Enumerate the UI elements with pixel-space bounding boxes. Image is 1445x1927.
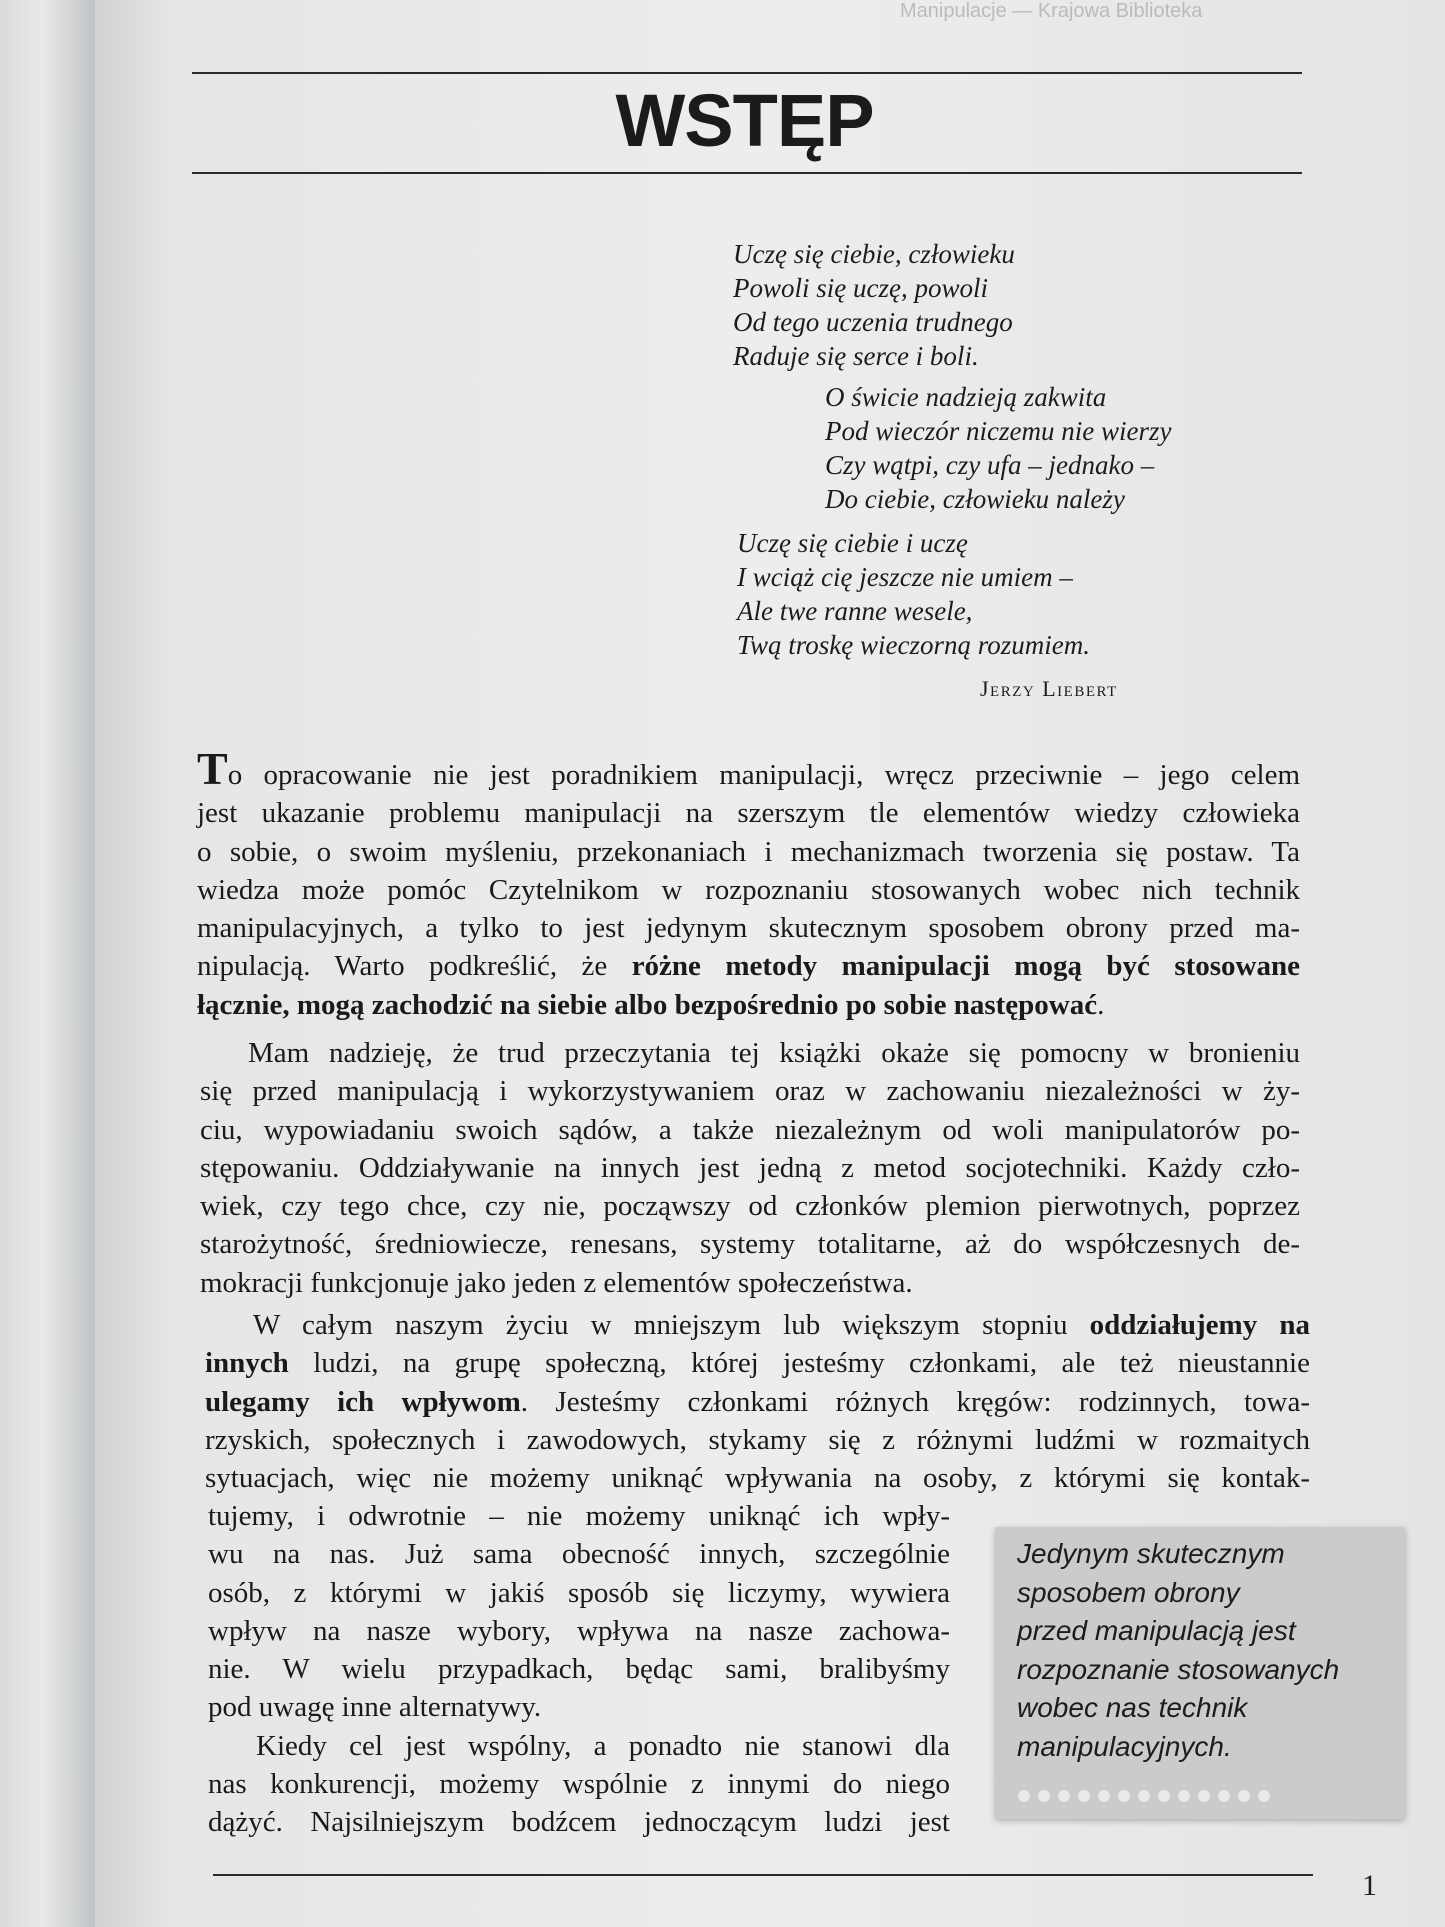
book-page [95,0,1445,1927]
poem-line: Ale twe ranne wesele, [737,596,973,626]
poem-author: Jerzy Liebert [980,676,1118,701]
poem-line: Powoli się uczę, powoli [733,273,988,303]
paragraph-3: W całym naszym życiu w mniejszym lub większym stopniu oddziałujemy na innych ludzi, na grupę społeczną, której jesteśmy członkami, ale też nieustannie ulegamy ich wpływom. Jesteśmy członkami różnych kręgów: rodzinnych, towa- rzyskich, społecznych i zawodowych, stykamy się z różnymi ludźmi w rozmaitych sytuacjach, więc nie możemy uniknąć wpływania na osoby, z którymi się kontak- [205,1309,1311,1495]
page-title: WSTĘP [615,79,874,162]
drop-cap: T [197,743,228,794]
poem-line: Raduje się serce i boli. [733,341,979,371]
poem-stanza-2 [825,380,1171,516]
poem-line: Uczę się ciebie, człowieku [733,239,1015,269]
paragraph-3-continued: tujemy, i odwrotnie – nie możemy uniknąć ich wpły- wu na nas. Już sama obecność innych, szczególnie osób, z którymi w jakiś sposób się liczymy, wywiera wpływ na nasze wybory, wpływa na nasze zachowa- nie. W wielu przypadkach, będąc sami, bralibyśmy pod uwagę inne alternatywy. Kiedy cel jest wspólny, a ponadto nie stanowi dla nas konkurencji, możemy wspólnie z innymi do niego dążyć. Najsilniejszym bodźcem jednoczącym ludzi jest [208,1500,950,1839]
poem-line: Twą troskę wieczorną rozumiem. [737,630,1090,660]
paragraph-2: Mam nadzieję, że trud przeczytania tej książki okaże się pomocny w bronieniu się przed manipulacją i wykorzystywaniem oraz w zachowaniu niezależności w ży- ciu, wypowiadaniu swoich sądów, a także niezależnym od woli manipulatorów po- stępowaniu. Oddziaływanie na innych jest jedną z metod socjotechniki. Każdy czło- wiek, czy tego chce, czy nie, począwszy od członków plemion pierwotnych, poprzez starożytność, średniowiecze, renesans, systemy totalitarne, aż do współczesnych de- mokracji funkcjonuje jako jeden z elementów społeczeństwa. [200,1037,1300,1299]
paragraph-1: To opracowanie nie jest poradnikiem manipulacji, wręcz przeciwnie – jego celem jest ukazanie problemu manipulacji na szerszym tle elementów wiedzy człowieka o sobie, o swoim myśleniu, przekonaniach i mechanizmach tworzenia się postaw. Ta wiedza może pomóc Czytelnikom w rozpoznaniu stosowanych wobec nich technik manipulacyjnych, a tylko to jest jedynym skutecznym sposobem obrony przed ma- nipulacją. Warto podkreślić, że różne metody manipulacji mogą być stosowane łącznie, mogą zachodzić na siebie albo bezpośrednio po sobie następować. [197,743,1300,1021]
poem-line: Czy wątpi, czy ufa – jednako – [825,450,1155,480]
poem-line: Do ciebie, człowieku należy [825,484,1125,514]
poem-stanza-1 [733,237,1015,373]
poem-line: Uczę się ciebie i uczę [737,528,968,558]
footer-rule [213,1874,1313,1876]
pull-quote-text: Jedynym skutecznym sposobem obrony przed manipulacją jest rozpoznanie stosowanych wobec nas technik manipulacyjnych. [1017,1538,1340,1762]
poem-line: O świcie nadzieją zakwita [825,382,1107,412]
book-spine-edge [0,0,95,1927]
poem-line: I wciąż cię jeszcze nie umiem – [737,562,1073,592]
page-number: 1 [1362,1869,1377,1902]
pull-quote-dots [1018,1790,1318,1804]
title-top-rule [192,72,1302,74]
running-head: Manipulacje — Krajowa Biblioteka [900,0,1203,22]
title-bottom-rule [192,172,1302,174]
poem-stanza-3 [737,526,1090,662]
poem-line: Od tego uczenia trudnego [733,307,1013,337]
poem-line: Pod wieczór niczemu nie wierzy [825,416,1172,446]
